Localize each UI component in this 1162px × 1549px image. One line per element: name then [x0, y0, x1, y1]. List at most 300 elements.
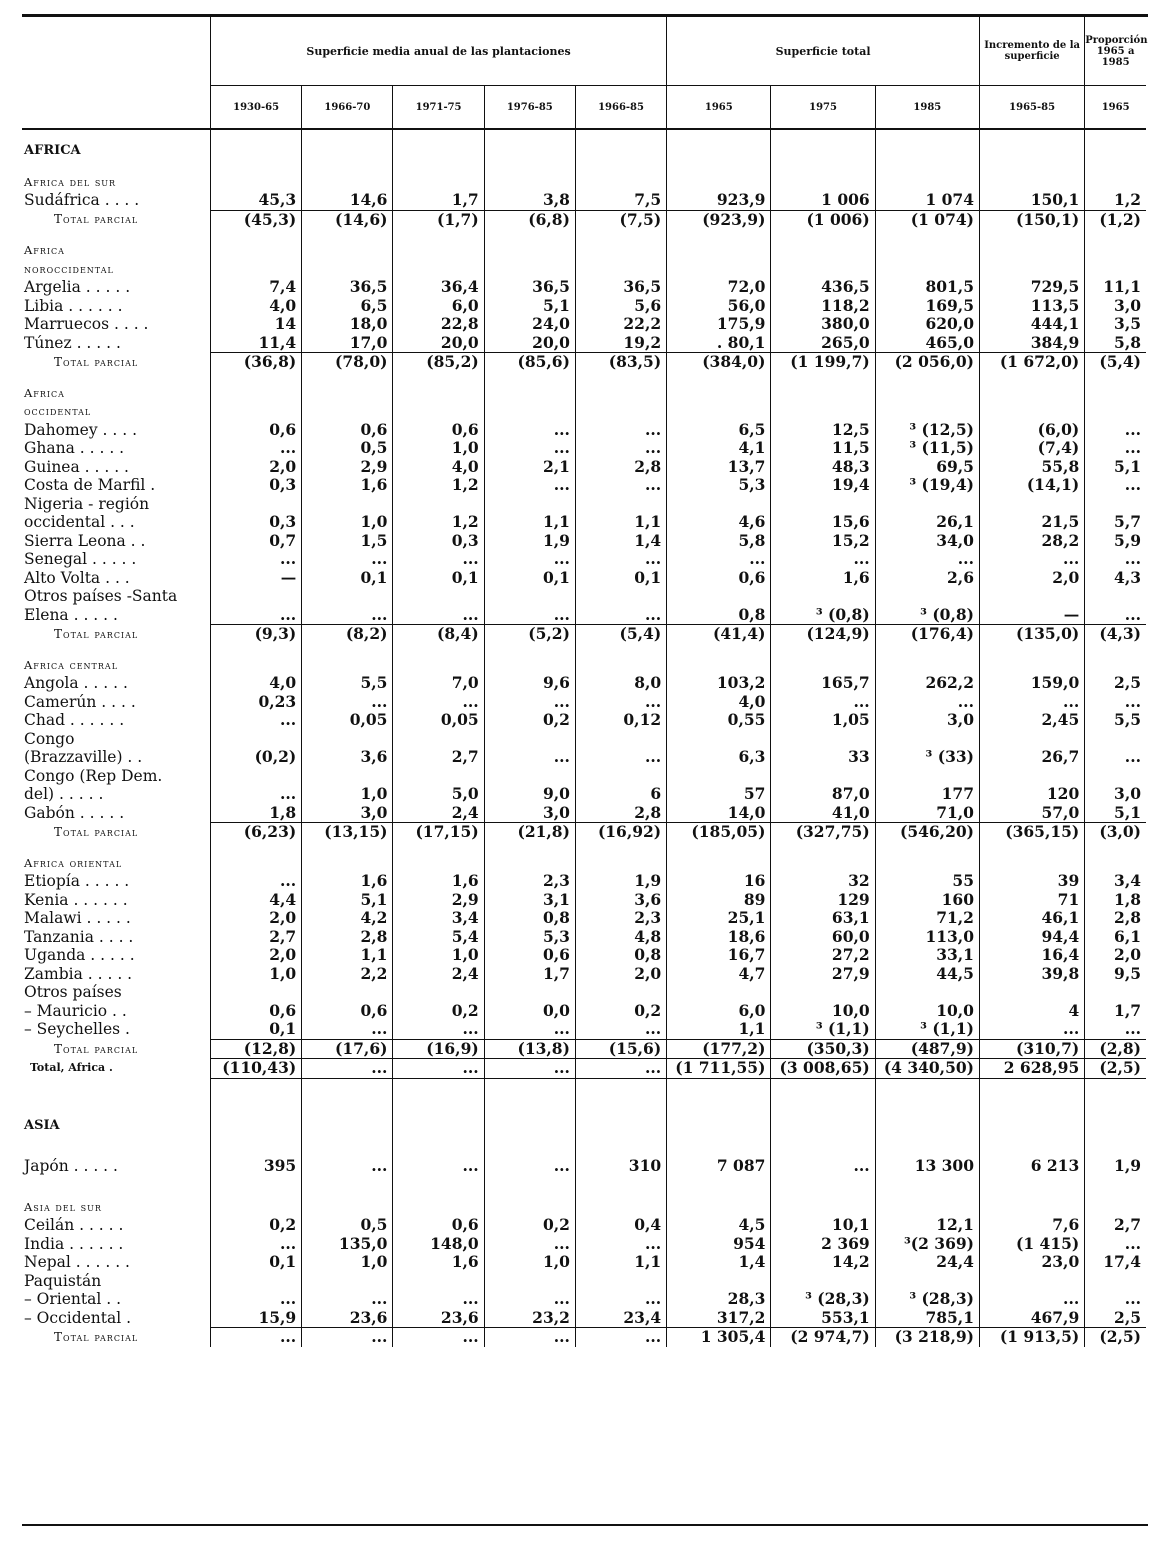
table-cell: 5,1: [302, 891, 393, 910]
row-label: occidental . . .: [24, 513, 135, 531]
table-cell: 69,5: [875, 458, 979, 477]
table-cell: 16,7: [667, 946, 771, 965]
table-cell: 3,4: [1085, 872, 1146, 891]
table-cell: (177,2): [667, 1039, 771, 1059]
table-cell: ...: [393, 693, 484, 712]
table-cell: [1085, 1135, 1146, 1157]
table-cell: [484, 173, 575, 192]
table-cell: 28,3: [667, 1290, 771, 1309]
bottom-rule: [22, 1524, 1148, 1526]
table-cell: 4,6: [667, 513, 771, 532]
table-cell: (16,9): [393, 1039, 484, 1059]
table-cell: 2,7: [1085, 1216, 1146, 1235]
table-cell: 5,8: [667, 532, 771, 551]
table-cell: 444,1: [979, 315, 1084, 334]
table-cell: 12,1: [875, 1216, 979, 1235]
table-cell: 7 087: [667, 1157, 771, 1176]
table-cell: (923,9): [667, 210, 771, 229]
table-cell: 2,6: [875, 569, 979, 588]
table-cell: [575, 129, 666, 142]
row-label: Marruecos . . . .: [24, 315, 149, 333]
table-cell: (1 711,55): [667, 1059, 771, 1079]
row-label: ASIA: [24, 1117, 60, 1133]
table-cell: [667, 1272, 771, 1291]
table-cell: [771, 173, 875, 192]
table-cell: [875, 1272, 979, 1291]
table-cell: 3,6: [302, 748, 393, 767]
table-row: [22, 315, 1146, 334]
table-cell: 27,9: [771, 965, 875, 984]
table-cell: 1,6: [393, 872, 484, 891]
table-cell: 1,8: [1085, 891, 1146, 910]
table-row: [22, 1059, 1146, 1079]
table-cell: [393, 1272, 484, 1291]
table-cell: 2,2: [302, 965, 393, 984]
table-row: [22, 402, 1146, 421]
table-cell: ...: [771, 550, 875, 569]
table-cell: 2,8: [1085, 909, 1146, 928]
table-cell: ...: [1085, 748, 1146, 767]
table-row: [22, 587, 1146, 606]
table-row: [22, 872, 1146, 891]
row-label: noroccidental: [24, 261, 114, 276]
table-cell: ...: [302, 1290, 393, 1309]
row-label: Nepal . . . . . .: [24, 1253, 130, 1271]
table-cell: 1,0: [302, 785, 393, 804]
table-cell: [1085, 1272, 1146, 1291]
table-cell: ...: [484, 1059, 575, 1079]
table-cell: [484, 1198, 575, 1217]
table-cell: (41,4): [667, 625, 771, 644]
table-row: [22, 854, 1146, 873]
table-cell: 0,1: [210, 1253, 301, 1272]
table-cell: ...: [210, 550, 301, 569]
table-cell: (487,9): [875, 1039, 979, 1059]
row-label: Tanzania . . . .: [24, 927, 134, 946]
table-cell: [667, 1078, 771, 1117]
table-cell: 4,0: [393, 458, 484, 477]
table-cell: 553,1: [771, 1309, 875, 1328]
table-cell: (124,9): [771, 625, 875, 644]
table-cell: [771, 656, 875, 675]
table-cell: [979, 767, 1084, 786]
table-cell: [210, 587, 301, 606]
table-cell: ...: [979, 550, 1084, 569]
table-cell: 26,7: [979, 748, 1084, 767]
table-cell: [210, 142, 301, 161]
table-cell: [979, 260, 1084, 279]
table-cell: 71,2: [875, 909, 979, 928]
table-cell: 1,4: [575, 532, 666, 551]
table-cell: [979, 644, 1084, 656]
table-cell: ...: [575, 693, 666, 712]
table-cell: [393, 384, 484, 403]
table-cell: 436,5: [771, 278, 875, 297]
table-cell: (6,23): [210, 823, 301, 842]
table-cell: ...: [575, 550, 666, 569]
table-cell: ...: [484, 1157, 575, 1176]
table-cell: 0,6: [393, 421, 484, 440]
row-label: Africa oriental: [24, 855, 123, 870]
table-cell: ...: [1085, 439, 1146, 458]
table-cell: ...: [875, 693, 979, 712]
table-cell: 25,1: [667, 909, 771, 928]
row-label: [22, 644, 210, 656]
table-cell: ...: [302, 1059, 393, 1079]
header-total: Superficie total: [667, 17, 980, 86]
table-cell: ...: [393, 550, 484, 569]
table-row: [22, 965, 1146, 984]
table-cell: 3,0: [875, 711, 979, 730]
table-cell: 10,0: [771, 1002, 875, 1021]
table-cell: 21,5: [979, 513, 1084, 532]
table-row: [22, 173, 1146, 192]
table-cell: (1,2): [1085, 210, 1146, 229]
table-cell: 317,2: [667, 1309, 771, 1328]
table-cell: (13,15): [302, 823, 393, 842]
table-cell: (3 008,65): [771, 1059, 875, 1079]
table-cell: 23,2: [484, 1309, 575, 1328]
table-cell: 56,0: [667, 297, 771, 316]
table-cell: 22,2: [575, 315, 666, 334]
table-row: [22, 842, 1146, 854]
header-increment: Incremento de la superficie: [979, 17, 1084, 86]
table-cell: ...: [484, 476, 575, 495]
table-cell: [393, 241, 484, 260]
table-cell: [667, 129, 771, 142]
table-cell: (5,4): [575, 625, 666, 644]
table-cell: (7,4): [979, 439, 1084, 458]
table-cell: ...: [393, 1059, 484, 1079]
table-cell: 9,0: [484, 785, 575, 804]
row-label: Malawi . . . . .: [24, 909, 131, 927]
table-cell: 3,6: [575, 891, 666, 910]
table-cell: ...: [771, 693, 875, 712]
table-cell: 46,1: [979, 909, 1084, 928]
table-cell: [575, 384, 666, 403]
table-cell: (6,8): [484, 210, 575, 229]
row-label: Nigeria - región: [24, 494, 150, 513]
table-cell: ...: [210, 785, 301, 804]
table-cell: 120: [979, 785, 1084, 804]
table-cell: (3,0): [1085, 823, 1146, 842]
table-cell: 923,9: [667, 191, 771, 210]
table-cell: [1085, 1117, 1146, 1136]
table-cell: [210, 495, 301, 514]
row-label: [22, 129, 210, 142]
row-label: Costa de Marfil .: [24, 476, 156, 494]
table-cell: 20,0: [393, 334, 484, 353]
table-cell: 33: [771, 748, 875, 767]
table-cell: 23,0: [979, 1253, 1084, 1272]
table-cell: 2,7: [210, 928, 301, 947]
table-cell: [875, 730, 979, 749]
table-cell: [575, 229, 666, 241]
table-cell: (85,6): [484, 353, 575, 372]
table-cell: 23,4: [575, 1309, 666, 1328]
table-cell: [302, 854, 393, 873]
table-cell: ...: [484, 606, 575, 625]
table-cell: ...: [875, 550, 979, 569]
table-cell: [302, 372, 393, 384]
table-cell: 23,6: [302, 1309, 393, 1328]
table-cell: 14,6: [302, 191, 393, 210]
table-cell: (6,0): [979, 421, 1084, 440]
table-cell: 1,1: [302, 946, 393, 965]
table-cell: [210, 129, 301, 142]
table-cell: [484, 1117, 575, 1136]
table-cell: [302, 656, 393, 675]
table-cell: 265,0: [771, 334, 875, 353]
table-row: [22, 823, 1146, 842]
table-cell: ...: [1085, 1235, 1146, 1254]
table-cell: 1 305,4: [667, 1328, 771, 1347]
table-cell: [210, 644, 301, 656]
table-cell: 4,3: [1085, 569, 1146, 588]
table-cell: 1,1: [575, 1253, 666, 1272]
table-cell: [771, 384, 875, 403]
table-cell: (14,1): [979, 476, 1084, 495]
table-cell: [210, 656, 301, 675]
table-cell: 7,5: [575, 191, 666, 210]
table-cell: [575, 260, 666, 279]
table-cell: (85,2): [393, 353, 484, 372]
table-cell: 1,1: [667, 1020, 771, 1039]
table-cell: 0,12: [575, 711, 666, 730]
table-cell: 1 006: [771, 191, 875, 210]
table-cell: [484, 1272, 575, 1291]
table-cell: [1085, 1176, 1146, 1198]
row-label: Túnez . . . . .: [24, 333, 121, 352]
row-label: Alto Volta . . .: [24, 568, 130, 587]
table-cell: [1085, 983, 1146, 1002]
table-cell: 41,0: [771, 804, 875, 823]
table-cell: [210, 241, 301, 260]
table-cell: ...: [1085, 421, 1146, 440]
table-cell: 0,2: [484, 1216, 575, 1235]
table-cell: [771, 229, 875, 241]
table-cell: 1,7: [1085, 1002, 1146, 1021]
table-cell: [1085, 767, 1146, 786]
table-cell: [667, 161, 771, 173]
table-cell: [302, 983, 393, 1002]
table-cell: 0,7: [210, 532, 301, 551]
table-cell: 1,0: [393, 439, 484, 458]
table-cell: [393, 372, 484, 384]
table-cell: [667, 173, 771, 192]
table-row: [22, 785, 1146, 804]
table-cell: 24,0: [484, 315, 575, 334]
table-cell: 1,05: [771, 711, 875, 730]
table-row: [22, 142, 1146, 161]
table-cell: [210, 767, 301, 786]
table-cell: 14,2: [771, 1253, 875, 1272]
table-cell: [771, 402, 875, 421]
table-cell: 2,0: [979, 569, 1084, 588]
table-cell: 0,6: [667, 569, 771, 588]
table-cell: 2,9: [302, 458, 393, 477]
table-cell: ...: [484, 693, 575, 712]
table-cell: (16,92): [575, 823, 666, 842]
row-label: Otros países -Santa: [24, 587, 178, 605]
row-label: Japón . . . . .: [24, 1157, 118, 1175]
table-cell: [1085, 173, 1146, 192]
table-cell: [771, 983, 875, 1002]
table-cell: (12,8): [210, 1039, 301, 1059]
table-cell: [302, 129, 393, 142]
table-cell: [484, 587, 575, 606]
table-cell: 15,2: [771, 532, 875, 551]
table-cell: ...: [575, 1290, 666, 1309]
table-cell: 26,1: [875, 513, 979, 532]
table-cell: [1085, 402, 1146, 421]
table-cell: ...: [393, 1328, 484, 1347]
table-cell: 2,4: [393, 804, 484, 823]
table-cell: 169,5: [875, 297, 979, 316]
table-cell: [575, 842, 666, 854]
table-cell: 5,7: [1085, 513, 1146, 532]
table-cell: [302, 767, 393, 786]
year-header: 1930-65: [210, 86, 301, 130]
table-cell: (1 913,5): [979, 1328, 1084, 1347]
table-cell: ...: [575, 606, 666, 625]
table-cell: [484, 129, 575, 142]
year-header: 1965-85: [979, 86, 1084, 130]
table-cell: ...: [484, 1235, 575, 1254]
table-cell: 0,5: [302, 1216, 393, 1235]
table-cell: [575, 656, 666, 675]
table-cell: [979, 1078, 1084, 1117]
table-cell: [875, 1078, 979, 1117]
table-cell: 2,9: [393, 891, 484, 910]
table-cell: [575, 241, 666, 260]
table-cell: 23,6: [393, 1309, 484, 1328]
table-cell: ...: [210, 872, 301, 891]
table-cell: (14,6): [302, 210, 393, 229]
table-cell: (15,6): [575, 1039, 666, 1059]
table-cell: [1085, 161, 1146, 173]
table-cell: (5,2): [484, 625, 575, 644]
row-label: [22, 229, 210, 241]
table-cell: [667, 142, 771, 161]
table-cell: ...: [979, 1020, 1084, 1039]
table-cell: 15,6: [771, 513, 875, 532]
table-cell: [979, 241, 1084, 260]
row-label: Total, Africa .: [30, 1061, 113, 1074]
table-cell: [575, 142, 666, 161]
table-cell: [771, 644, 875, 656]
table-cell: 801,5: [875, 278, 979, 297]
table-cell: ³ (0,8): [771, 606, 875, 625]
table-cell: 6,0: [393, 297, 484, 316]
row-label: Senegal . . . . .: [24, 550, 137, 568]
table-row: [22, 476, 1146, 495]
table-cell: [1085, 644, 1146, 656]
table-cell: [979, 1198, 1084, 1217]
row-label: Otros países: [24, 983, 122, 1001]
table-cell: [484, 854, 575, 873]
table-cell: [302, 161, 393, 173]
table-cell: [875, 173, 979, 192]
table-cell: 18,0: [302, 315, 393, 334]
row-label: Argelia . . . . .: [24, 278, 131, 296]
table-cell: [771, 129, 875, 142]
table-cell: 7,4: [210, 278, 301, 297]
table-cell: [667, 644, 771, 656]
table-cell: [875, 1135, 979, 1157]
table-cell: 13 300: [875, 1157, 979, 1176]
table-cell: (327,75): [771, 823, 875, 842]
table-cell: 2,8: [302, 928, 393, 947]
table-cell: ...: [1085, 550, 1146, 569]
year-header: 1965: [1085, 86, 1146, 130]
table-cell: [302, 644, 393, 656]
row-label: – Oriental . .: [24, 1290, 122, 1308]
table-cell: [979, 1117, 1084, 1136]
table-cell: [979, 129, 1084, 142]
table-row: [22, 693, 1146, 712]
table-cell: [1085, 1198, 1146, 1217]
table-cell: 0,23: [210, 693, 301, 712]
table-cell: 0,5: [302, 439, 393, 458]
table-cell: [667, 1135, 771, 1157]
table-cell: (310,7): [979, 1039, 1084, 1059]
table-cell: 6,3: [667, 748, 771, 767]
table-cell: [575, 372, 666, 384]
table-cell: [393, 767, 484, 786]
table-row: [22, 1198, 1146, 1217]
table-cell: [1085, 229, 1146, 241]
table-cell: 1,1: [575, 513, 666, 532]
table-cell: 72,0: [667, 278, 771, 297]
table-cell: 384,9: [979, 334, 1084, 353]
table-cell: ...: [1085, 606, 1146, 625]
table-cell: [667, 587, 771, 606]
table-cell: [302, 730, 393, 749]
table-cell: 1,6: [771, 569, 875, 588]
table-cell: 5,6: [575, 297, 666, 316]
table-cell: [667, 730, 771, 749]
table-cell: [484, 767, 575, 786]
table-cell: [393, 1078, 484, 1117]
row-label: – Seychelles .: [24, 1020, 130, 1039]
header-media: Superficie media anual de las plantaciones: [210, 17, 666, 86]
table-cell: 1,4: [667, 1253, 771, 1272]
row-label: Guinea . . . . .: [24, 457, 129, 476]
table-cell: [575, 495, 666, 514]
row-label: del) . . . . .: [24, 785, 104, 803]
table-cell: (1 672,0): [979, 353, 1084, 372]
table-cell: (36,8): [210, 353, 301, 372]
row-label: Africa: [24, 243, 65, 257]
table-cell: 1 074: [875, 191, 979, 210]
table-cell: 71: [979, 891, 1084, 910]
table-cell: [667, 854, 771, 873]
table-cell: [875, 854, 979, 873]
table-row: [22, 1117, 1146, 1136]
table-cell: [979, 495, 1084, 514]
row-label: Elena . . . . .: [24, 605, 118, 624]
table-cell: 1,9: [575, 872, 666, 891]
table-cell: (13,8): [484, 1039, 575, 1059]
table-cell: ...: [1085, 476, 1146, 495]
table-cell: . 80,1: [667, 334, 771, 353]
table-cell: 5,1: [1085, 458, 1146, 477]
table-cell: ...: [393, 1157, 484, 1176]
table-cell: 4,0: [210, 674, 301, 693]
table-cell: [484, 402, 575, 421]
table-cell: [575, 587, 666, 606]
